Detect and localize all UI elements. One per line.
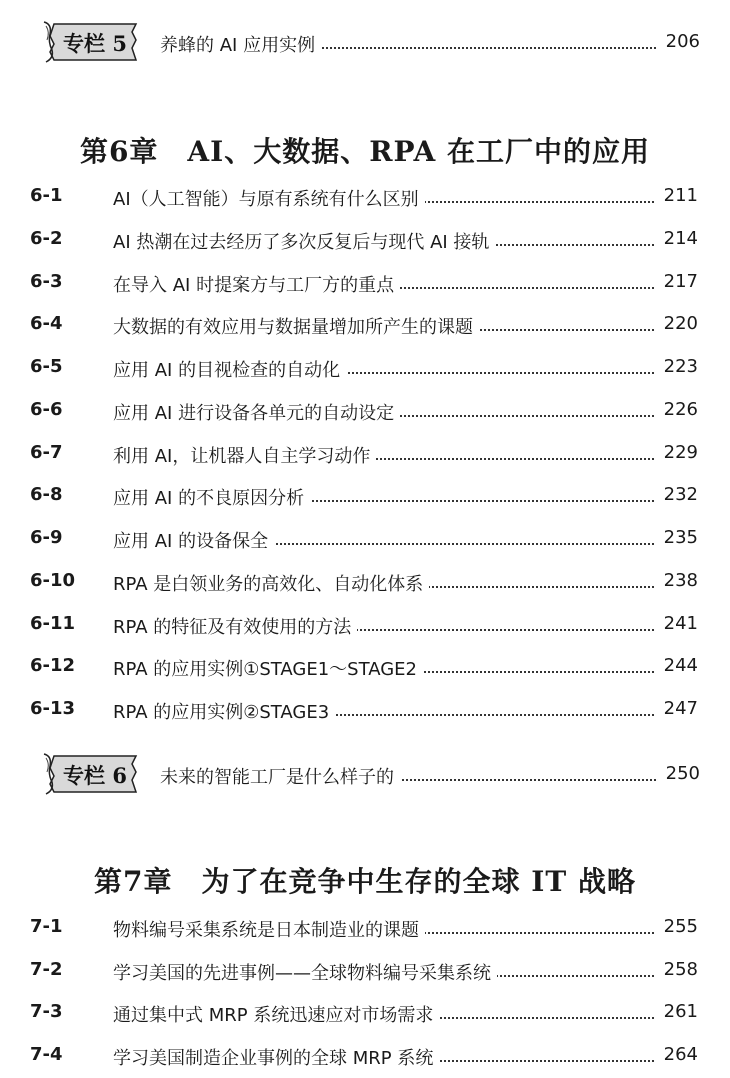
- chapter-7-heading: 第7章 为了在竞争中生存的全球 IT 战略: [94, 865, 636, 898]
- page-number: 250: [658, 763, 700, 784]
- section-title: 物料编号采集系统是日本制造业的课题: [113, 916, 425, 942]
- toc-entry[interactable]: [30, 268, 698, 298]
- section-title: 通过集中式 MRP 系统迅速应对市场需求: [113, 1001, 439, 1027]
- page-number: 232: [656, 484, 698, 505]
- toc-entry[interactable]: [30, 310, 698, 340]
- section-title: 利用 AI，让机器人自主学习动作: [113, 442, 376, 468]
- page-number: 255: [656, 916, 698, 937]
- section-number: 6-11: [30, 612, 76, 634]
- column-5-entry[interactable]: [40, 20, 700, 68]
- section-title: RPA 的应用实例②STAGE3: [113, 698, 335, 724]
- toc-entry[interactable]: [30, 524, 698, 554]
- toc-entry[interactable]: [30, 439, 698, 469]
- page-number: 238: [656, 570, 698, 591]
- toc-entry[interactable]: [30, 481, 698, 511]
- toc-entry[interactable]: [30, 913, 698, 943]
- column-badge-label: 专栏 5: [63, 31, 127, 56]
- toc-entry[interactable]: [30, 652, 698, 682]
- toc-entry[interactable]: [30, 956, 698, 986]
- section-title: 应用 AI 的目视检查的自动化: [113, 356, 346, 382]
- page-number: 261: [656, 1001, 698, 1022]
- section-title: RPA 的应用实例①STAGE1～STAGE2: [113, 655, 423, 681]
- section-number: 6-13: [30, 698, 76, 719]
- page-number: 214: [656, 228, 698, 249]
- page-number: 223: [656, 356, 698, 377]
- toc-entry[interactable]: [30, 610, 698, 640]
- chapter-6-heading: 第6章 AI、大数据、RPA 在工厂中的应用: [79, 135, 651, 168]
- page-number: 264: [656, 1044, 698, 1065]
- section-number: 6-3: [30, 270, 63, 292]
- column-title: 未来的智能工厂是什么样子的: [160, 763, 400, 789]
- section-title: AI 热潮在过去经历了多次反复后与现代 AI 接轨: [113, 228, 495, 254]
- toc-entry[interactable]: [30, 998, 698, 1028]
- column-badge: [40, 20, 140, 64]
- section-title: AI（人工智能）与原有系统有什么区别: [113, 185, 425, 211]
- section-number: 6-4: [30, 313, 63, 335]
- section-number: 7-2: [30, 958, 63, 980]
- section-title: 应用 AI 进行设备各单元的自动设定: [113, 399, 400, 425]
- page-number: 220: [656, 313, 698, 334]
- page-number: 235: [656, 527, 698, 548]
- section-number: 6-5: [30, 356, 63, 377]
- page-number: 217: [656, 271, 698, 292]
- page-number: 211: [656, 185, 698, 206]
- section-number: 6-8: [30, 484, 63, 506]
- toc-entry[interactable]: [30, 396, 698, 426]
- page-number: 244: [656, 655, 698, 676]
- section-number: 6-2: [30, 227, 63, 249]
- section-number: 7-1: [30, 916, 63, 937]
- toc-entry[interactable]: [30, 353, 698, 383]
- section-number: 6-10: [30, 569, 76, 591]
- toc-entry[interactable]: [30, 225, 698, 255]
- page-number: 226: [656, 399, 698, 420]
- section-number: 7-3: [30, 1001, 63, 1023]
- section-title: 大数据的有效应用与数据量增加所产生的课题: [113, 313, 479, 339]
- column-badge: [40, 752, 140, 796]
- section-title: 学习美国的先进事例——全球物料编号采集系统: [113, 959, 497, 985]
- section-title: 学习美国制造企业事例的全球 MRP 系统: [113, 1044, 439, 1070]
- page-number: 229: [656, 442, 698, 463]
- toc-entry[interactable]: [30, 567, 698, 597]
- toc-entry[interactable]: [30, 695, 698, 725]
- column-title: 养蜂的 AI 应用实例: [160, 31, 321, 57]
- section-number: 6-7: [30, 441, 63, 463]
- page-number: 241: [656, 613, 698, 634]
- section-number: 6-12: [30, 655, 76, 677]
- toc-entry[interactable]: [30, 182, 698, 212]
- section-number: 6-6: [30, 398, 63, 420]
- column-badge-label: 专栏 6: [63, 763, 127, 788]
- page-number: 258: [656, 959, 698, 980]
- section-number: 6-1: [30, 185, 63, 206]
- section-number: 7-4: [30, 1044, 63, 1066]
- section-title: 应用 AI 的设备保全: [113, 527, 274, 553]
- toc-entry[interactable]: [30, 1041, 698, 1071]
- section-title: RPA 的特征及有效使用的方法: [113, 613, 357, 639]
- column-6-entry[interactable]: [40, 752, 700, 800]
- section-title: 在导入 AI 时提案方与工厂方的重点: [113, 271, 400, 297]
- section-title: 应用 AI 的不良原因分析: [113, 484, 310, 510]
- section-number: 6-9: [30, 527, 63, 548]
- page-number: 247: [656, 698, 698, 719]
- page-number: 206: [658, 31, 700, 52]
- section-title: RPA 是白领业务的高效化、自动化体系: [113, 570, 429, 596]
